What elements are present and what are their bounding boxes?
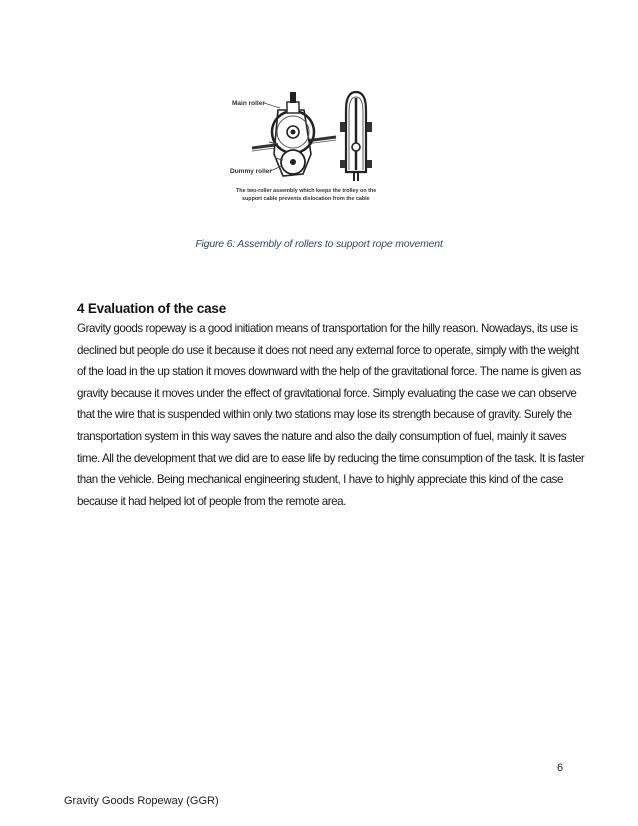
dummy-roller-label: Dummy roller xyxy=(230,168,272,175)
paragraph-line: than the vehicle. Being mechanical engineering student, I have to highly appreciate this kind of the case xyxy=(77,473,563,487)
paragraph-line: gravity because it moves under the effect of gravitational force. Simply evaluating the case we can observe xyxy=(77,386,577,400)
figure-caption: Figure 6: Assembly of rollers to support rope movement xyxy=(195,238,443,250)
figure-note-line-2: support cable prevents dislocation from the cable xyxy=(242,196,370,202)
roller-assembly-front-view xyxy=(340,92,372,181)
roller-assembly-figure xyxy=(228,84,414,216)
section-body-paragraph xyxy=(77,318,585,512)
paragraph-line: transportation system in this way saves the nature and also the daily consumption of fuel, mainly it saves xyxy=(77,429,567,443)
paragraph-line: declined but people do use it because it does not need any external force to operate, simply with the weight xyxy=(77,343,579,357)
roller-assembly-drawing xyxy=(228,84,414,216)
main-roller-label: Main roller xyxy=(232,100,265,107)
page-footer: Gravity Goods Ropeway (GGR) xyxy=(64,795,219,807)
paragraph-line: time. All the development that we did are to ease life by reducing the time consumption of the task. It is faster xyxy=(77,451,585,465)
paragraph-line: that the wire that is suspended within only two stations may lose its strength because of gravity. Surely the xyxy=(77,408,572,422)
section-heading: 4 Evaluation of the case xyxy=(77,301,226,316)
paragraph-line: Gravity goods ropeway is a good initiation means of transportation for the hilly reason. Nowadays, its use is xyxy=(77,322,578,335)
paragraph-line: of the load in the up station it moves downward with the help of the gravitational force. The name is given as xyxy=(77,365,581,379)
figure-note-line-1: The two-roller assembly which keeps the trolley on the xyxy=(236,188,377,194)
paragraph-line: because it had helped lot of people from the remote area. xyxy=(77,494,346,508)
page-number: 6 xyxy=(557,762,564,774)
